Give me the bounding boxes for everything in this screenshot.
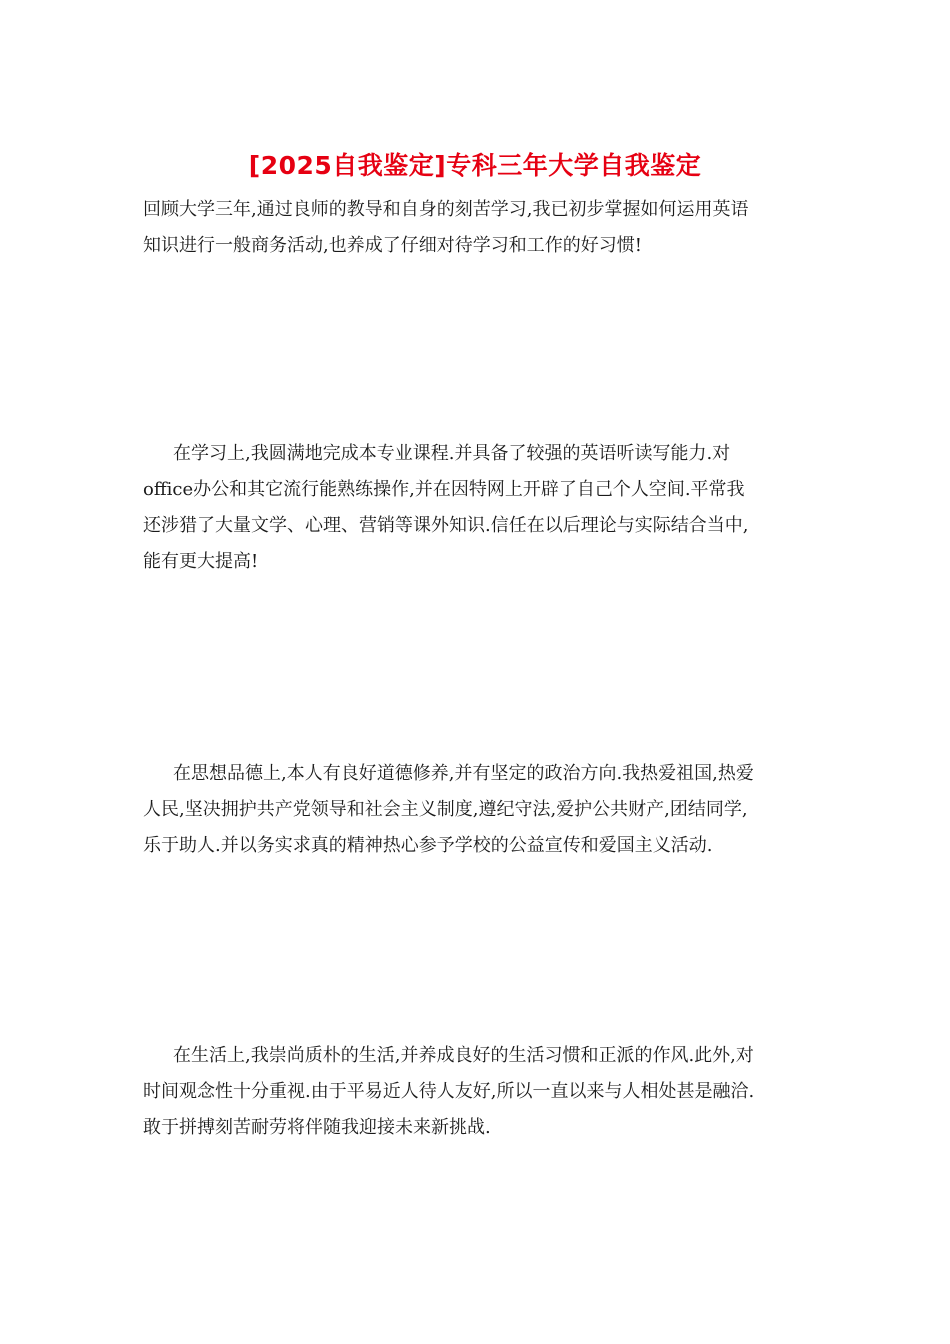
paragraph-line: 乐于助人.并以务实求真的精神热心参予学校的公益宣传和爱国主义活动.	[143, 835, 713, 856]
paragraph-line: office办公和其它流行能熟练操作,并在因特网上开辟了自己个人空间.平常我	[143, 479, 745, 500]
paragraph-line: 人民,坚决拥护共产党领导和社会主义制度,遵纪守法,爱护公共财产,团结同学,	[143, 799, 748, 820]
paragraph-line: 在学习上,我圆满地完成本专业课程.并具备了较强的英语听读写能力.对	[173, 443, 731, 464]
paragraph-line: 在思想品德上,本人有良好道德修养,并有坚定的政治方向.我热爱祖国,热爱	[173, 763, 754, 784]
paragraph-morality	[143, 756, 808, 864]
paragraph-study	[143, 436, 808, 580]
document-title: [2025自我鉴定]专科三年大学自我鉴定	[248, 151, 702, 180]
paragraph-intro	[143, 192, 808, 264]
paragraph-line: 还涉猎了大量文学、心理、营销等课外知识.信任在以后理论与实际结合当中,	[143, 515, 749, 536]
paragraph-line: 知识进行一般商务活动,也养成了仔细对待学习和工作的好习惯!	[143, 235, 642, 256]
paragraph-line: 能有更大提高!	[143, 551, 259, 572]
paragraph-line: 时间观念性十分重视.由于平易近人待人友好,所以一直以来与人相处甚是融洽.	[143, 1081, 755, 1102]
paragraph-line: 在生活上,我崇尚质朴的生活,并养成良好的生活习惯和正派的作风.此外,对	[173, 1045, 754, 1066]
paragraph-life	[143, 1038, 808, 1146]
paragraph-line: 敢于拼搏刻苦耐劳将伴随我迎接未来新挑战.	[143, 1117, 491, 1138]
paragraph-line: 回顾大学三年,通过良师的教导和自身的刻苦学习,我已初步掌握如何运用英语	[143, 199, 749, 220]
